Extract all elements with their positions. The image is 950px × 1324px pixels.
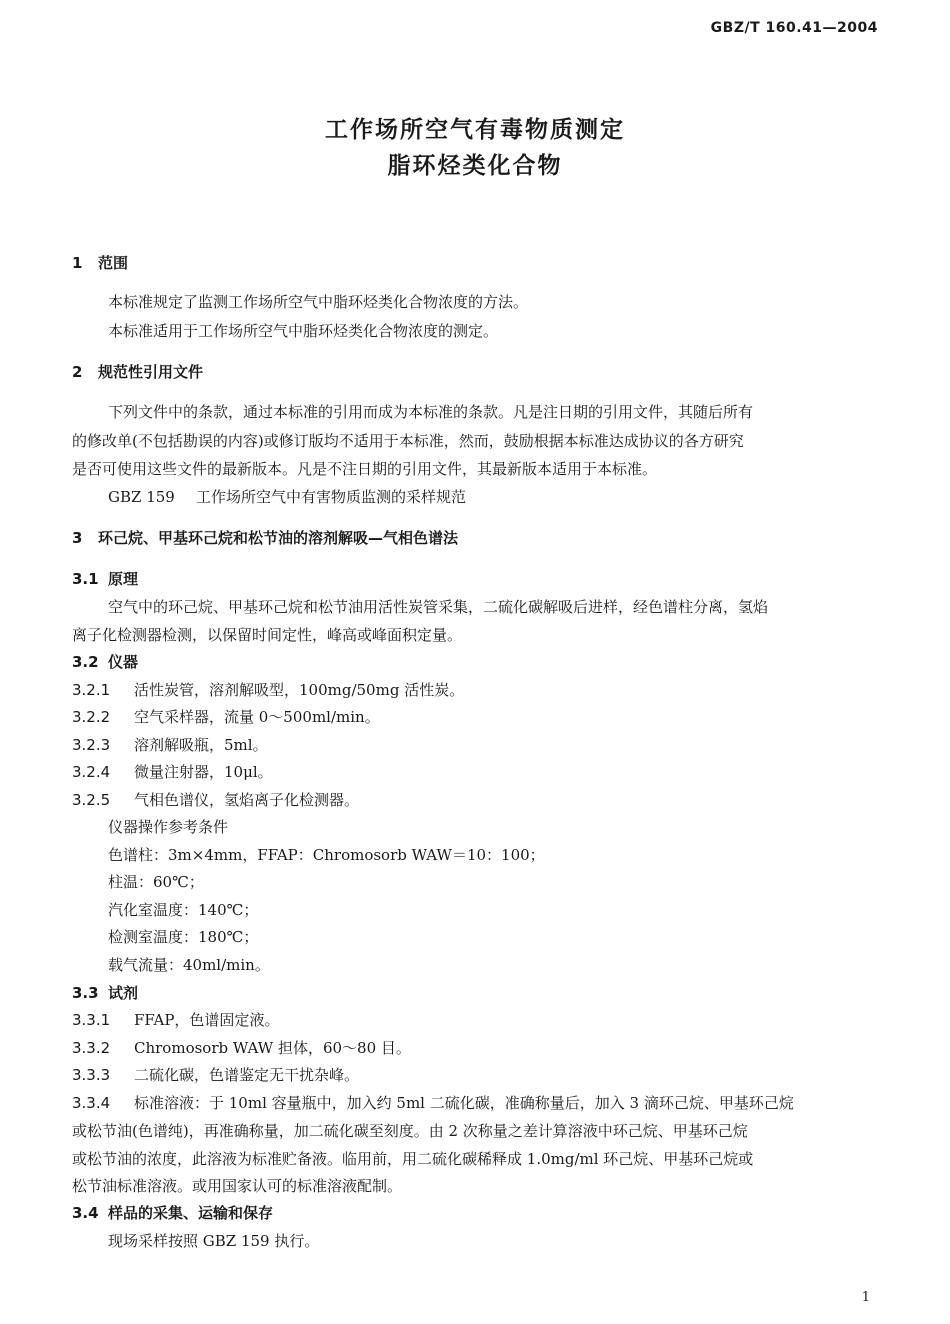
item-3-3-4-line4: 松节油标准溶液。或用国家认可的标准溶液配制。 xyxy=(72,1177,403,1195)
subsection-title: 原理 xyxy=(108,570,139,588)
section-3-heading xyxy=(72,528,458,548)
section-1-heading xyxy=(72,253,128,273)
item-text: 二硫化碳，色谱鉴定无干扰杂峰。 xyxy=(134,1066,360,1084)
item-3-3-4-line3: 或松节油的浓度，此溶液为标准贮备液。临用前，用二硫化碳稀释成 1.0mg/ml 环己烷、甲基环己烷或 xyxy=(72,1150,754,1168)
item-text: 空气采样器，流量 0～500ml/min。 xyxy=(134,708,380,726)
page-number: 1 xyxy=(861,1290,870,1305)
sec2-paragraph-line1: 下列文件中的条款，通过本标准的引用而成为本标准的条款。凡是注日期的引用文件，其随后所有 xyxy=(108,403,754,421)
item-3-2-1 xyxy=(72,680,464,700)
subsection-title: 试剂 xyxy=(108,984,139,1002)
section-title: 范围 xyxy=(98,254,129,272)
item-number: 3.2.1 xyxy=(72,681,111,699)
item-number: 3.2.5 xyxy=(72,791,111,809)
condition-detector-temp: 检测室温度：180℃； xyxy=(108,928,259,946)
item-3-2-5 xyxy=(72,790,359,810)
item-text: FFAP，色谱固定液。 xyxy=(134,1011,280,1029)
sampling-paragraph: 现场采样按照 GBZ 159 执行。 xyxy=(108,1232,320,1250)
reference-title: 工作场所空气中有害物质监测的采样规范 xyxy=(196,488,467,506)
doc-title-line2: 脂环烃类化合物 xyxy=(387,153,563,179)
item-3-2-3 xyxy=(72,735,268,755)
conditions-title: 仪器操作参考条件 xyxy=(108,818,229,836)
sec1-paragraph-1: 本标准规定了监测工作场所空气中脂环烃类化合物浓度的方法。 xyxy=(108,293,529,311)
item-number: 3.3.4 xyxy=(72,1094,111,1112)
doc-title-line1: 工作场所空气有毒物质测定 xyxy=(325,117,625,143)
item-3-3-4-line2: 或松节油(色谱纯)，再准确称量，加二硫化碳至刻度。由 2 次称量之差计算溶液中环己烷、甲基环己烷 xyxy=(72,1122,748,1140)
section-title: 规范性引用文件 xyxy=(98,363,204,381)
subsection-3-3-heading xyxy=(72,983,138,1003)
condition-carrier-flow: 载气流量：40ml/min。 xyxy=(108,956,270,974)
item-text: 活性炭管，溶剂解吸型，100mg/50mg 活性炭。 xyxy=(134,681,465,699)
subsection-title: 仪器 xyxy=(108,653,139,671)
item-number: 3.2.4 xyxy=(72,763,111,781)
standard-code: GBZ/T 160.41—2004 xyxy=(710,20,878,36)
principle-line2: 离子化检测器检测，以保留时间定性，峰高或峰面积定量。 xyxy=(72,626,463,644)
item-text: 微量注射器，10μl。 xyxy=(134,763,273,781)
section-title: 环己烷、甲基环己烷和松节油的溶剂解吸—气相色谱法 xyxy=(98,529,459,547)
subsection-title: 样品的采集、运输和保存 xyxy=(108,1204,274,1222)
item-text: 标准溶液：于 10ml 容量瓶中，加入约 5ml 二硫化碳，准确称量后，加入 3 滴环己烷、甲基环己烷 xyxy=(134,1094,794,1112)
condition-column-temp: 柱温：60℃； xyxy=(108,873,204,891)
sec1-paragraph-2: 本标准适用于工作场所空气中脂环烃类化合物浓度的测定。 xyxy=(108,322,499,340)
condition-column: 色谱柱：3m×4mm，FFAP：Chromosorb WAW＝10：100； xyxy=(108,846,545,864)
sec2-paragraph-line3: 是否可使用这些文件的最新版本。凡是不注日期的引用文件，其最新版本适用于本标准。 xyxy=(72,460,658,478)
section-2-heading xyxy=(72,362,203,382)
subsection-number: 3.4 xyxy=(72,1204,99,1222)
condition-vaporizer-temp: 汽化室温度：140℃； xyxy=(108,901,259,919)
item-3-3-1 xyxy=(72,1010,279,1030)
item-3-3-4 xyxy=(72,1093,794,1113)
item-text: 气相色谱仪，氢焰离子化检测器。 xyxy=(134,791,360,809)
sec2-paragraph-line2: 的修改单(不包括勘误的内容)或修订版均不适用于本标准，然而，鼓励根据本标准达成协议的各方研究 xyxy=(72,432,744,450)
item-text: Chromosorb WAW 担体，60～80 目。 xyxy=(134,1039,411,1057)
subsection-3-4-heading xyxy=(72,1203,273,1223)
section-number: 1 xyxy=(72,254,83,272)
subsection-number: 3.3 xyxy=(72,984,99,1002)
subsection-number: 3.2 xyxy=(72,653,99,671)
item-3-3-2 xyxy=(72,1038,411,1058)
item-number: 3.2.3 xyxy=(72,736,111,754)
principle-line1: 空气中的环己烷、甲基环己烷和松节油用活性炭管采集，二硫化碳解吸后进样，经色谱柱分离，氢焰 xyxy=(108,598,769,616)
item-number: 3.2.2 xyxy=(72,708,111,726)
subsection-3-2-heading xyxy=(72,652,138,672)
item-3-2-4 xyxy=(72,762,273,782)
item-number: 3.3.1 xyxy=(72,1011,111,1029)
section-number: 3 xyxy=(72,529,83,547)
item-number: 3.3.2 xyxy=(72,1039,111,1057)
section-number: 2 xyxy=(72,363,83,381)
item-text: 溶剂解吸瓶，5ml。 xyxy=(134,736,268,754)
item-3-3-3 xyxy=(72,1065,359,1085)
item-number: 3.3.3 xyxy=(72,1066,111,1084)
subsection-3-1-heading xyxy=(72,569,138,589)
item-3-2-2 xyxy=(72,707,380,727)
reference-code: GBZ 159 xyxy=(108,488,175,506)
normative-reference xyxy=(108,487,466,507)
subsection-number: 3.1 xyxy=(72,570,99,588)
